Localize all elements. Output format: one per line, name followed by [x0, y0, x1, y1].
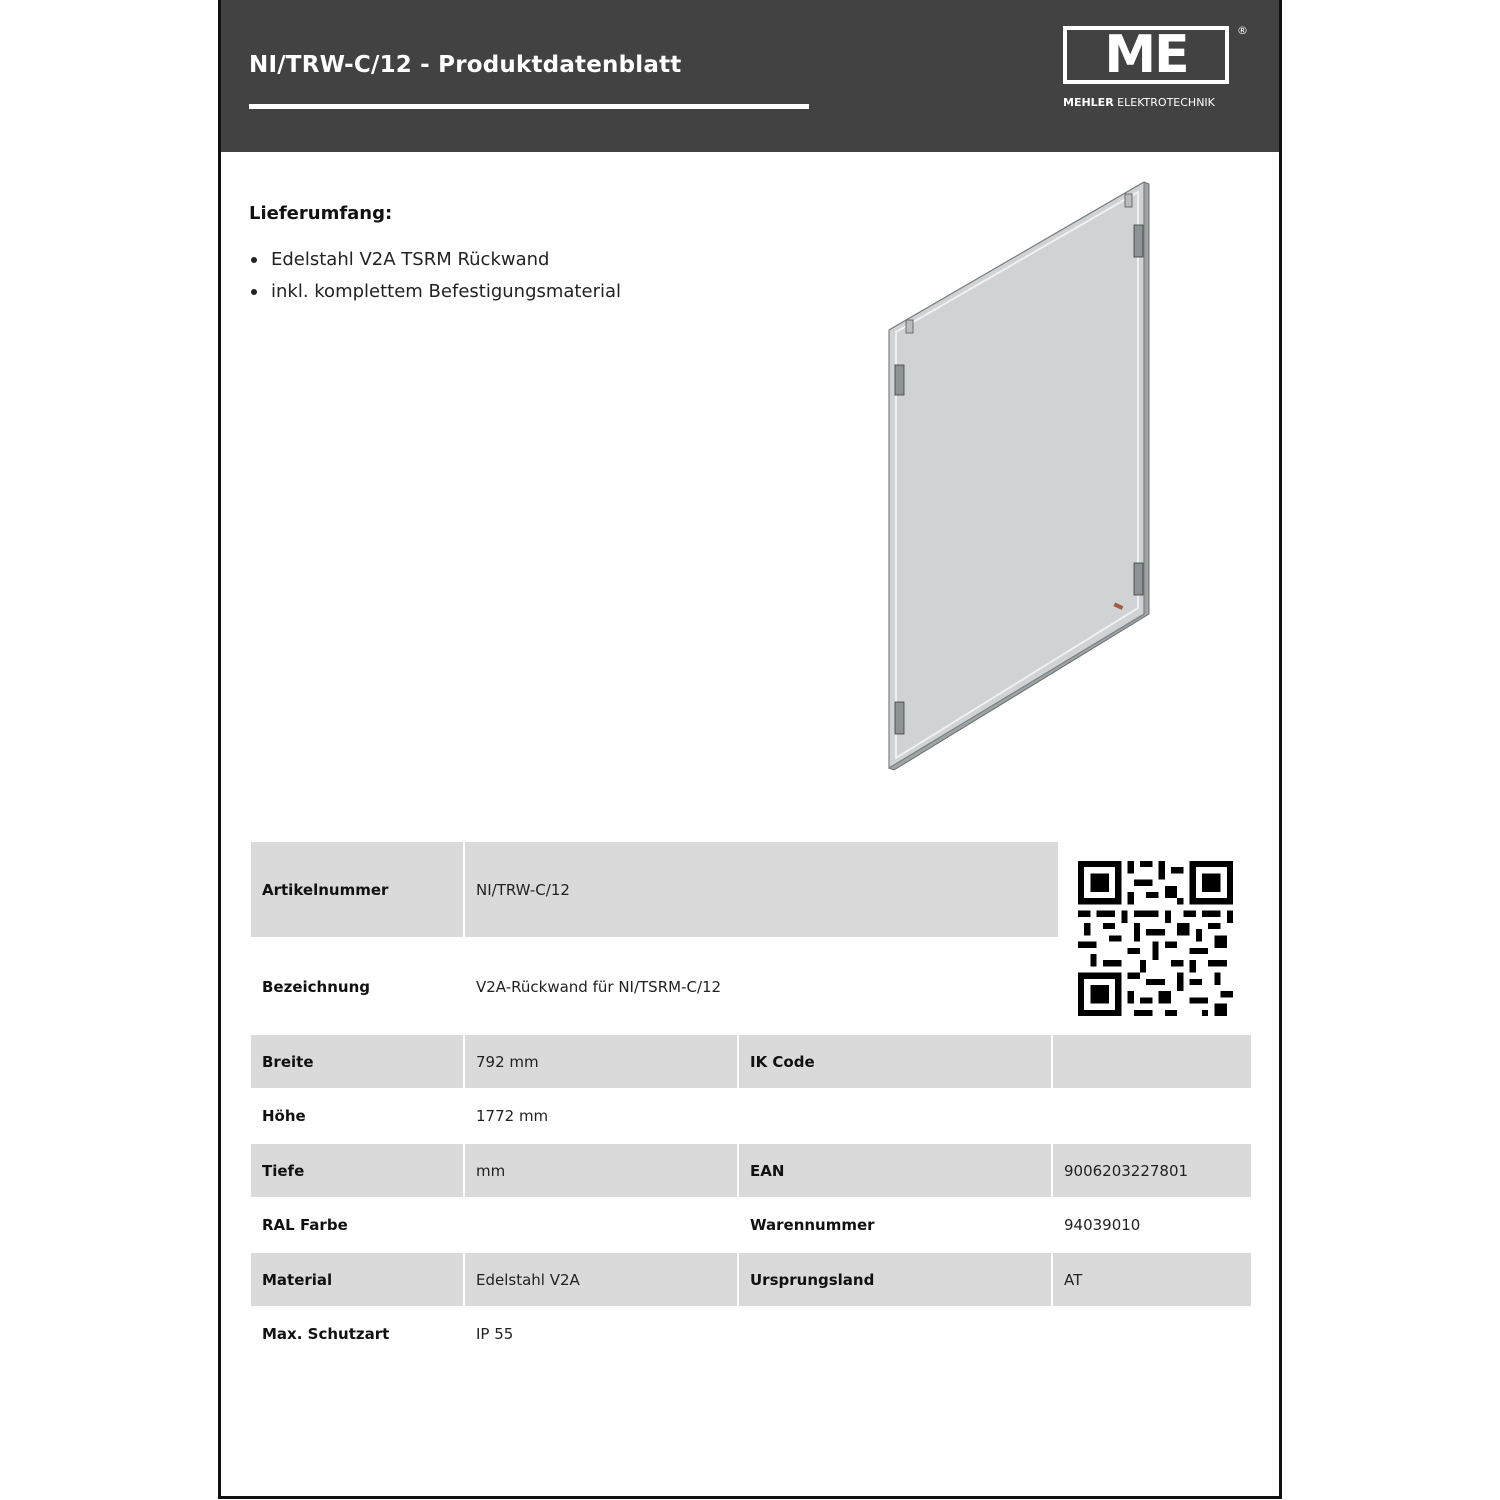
page-title: NI/TRW-C/12 - Produktdatenblatt	[249, 52, 682, 78]
mounting-pin	[1125, 194, 1132, 207]
tiefe-value: mm	[465, 1144, 737, 1197]
logo-letters: ME	[1104, 25, 1188, 85]
logo-wordmark	[1063, 96, 1215, 109]
material-label: Material	[251, 1253, 463, 1306]
schutzart-value: IP 55	[476, 1324, 514, 1343]
mounting-pin	[906, 320, 913, 333]
ursprungsland-value: AT	[1053, 1253, 1251, 1306]
product-image	[876, 170, 1156, 780]
mounting-bracket	[1134, 225, 1143, 257]
company-logo	[1063, 24, 1248, 116]
delivery-item: Edelstahl V2A TSRM Rückwand	[249, 244, 621, 276]
tiefe-label: Tiefe	[251, 1144, 463, 1197]
ik-code-value	[1053, 1035, 1251, 1088]
mounting-bracket	[1134, 563, 1143, 595]
warennummer-label: Warennummer	[750, 1215, 875, 1234]
warennummer-value: 94039010	[1064, 1215, 1141, 1234]
breite-value: 792 mm	[465, 1035, 737, 1088]
datasheet-page	[218, 0, 1282, 1499]
material-value: Edelstahl V2A	[465, 1253, 737, 1306]
logo-brand-sub: ELEKTROTECHNIK	[1117, 96, 1215, 109]
ik-code-label: IK Code	[739, 1035, 1051, 1088]
ean-label: EAN	[739, 1144, 1051, 1197]
hoehe-label: Höhe	[262, 1106, 306, 1125]
bezeichnung-value: V2A-Rückwand für NI/TSRM-C/12	[476, 977, 722, 996]
breite-label: Breite	[251, 1035, 463, 1088]
bezeichnung-label: Bezeichnung	[262, 977, 370, 996]
title-underline	[249, 104, 809, 109]
ursprungsland-label: Ursprungsland	[739, 1253, 1051, 1306]
mounting-bracket	[895, 365, 904, 395]
ean-value: 9006203227801	[1053, 1144, 1251, 1197]
panel-face	[889, 182, 1144, 768]
logo-brand: MEHLER	[1063, 96, 1114, 109]
delivery-list	[249, 244, 621, 308]
header-bar	[221, 0, 1279, 152]
schutzart-label: Max. Schutzart	[262, 1324, 390, 1343]
registered-mark: ®	[1237, 24, 1248, 37]
delivery-item: inkl. komplettem Befestigungsmaterial	[249, 276, 621, 308]
qr-code	[1078, 861, 1233, 1016]
artikelnummer-label: Artikelnummer	[251, 842, 463, 937]
hoehe-value: 1772 mm	[476, 1106, 549, 1125]
spec-table	[251, 842, 1251, 1362]
delivery-heading: Lieferumfang:	[249, 203, 393, 224]
mounting-bracket	[895, 702, 904, 734]
ral-farbe-label: RAL Farbe	[262, 1215, 348, 1234]
artikelnummer-value: NI/TRW-C/12	[465, 842, 1058, 937]
ral-farbe-value	[465, 1198, 737, 1251]
